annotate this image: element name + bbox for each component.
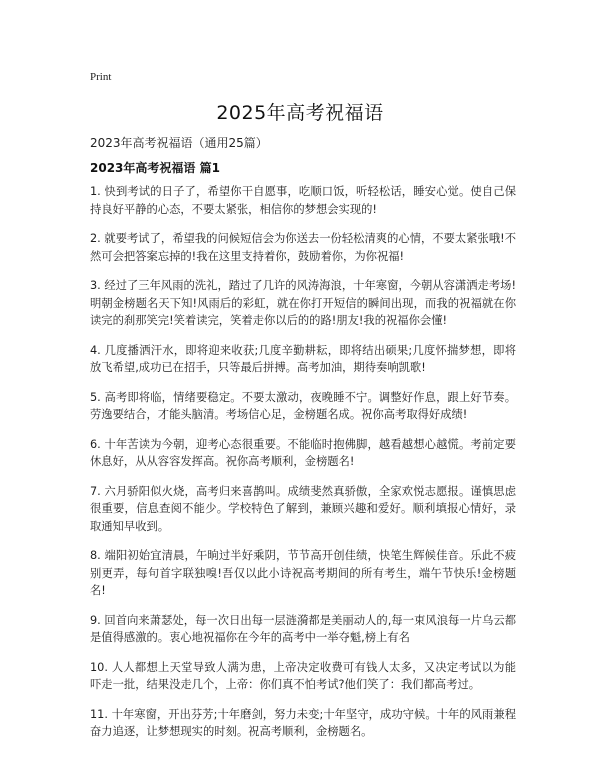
blessing-item-1: 1. 快到考试的日子了，希望你干自愿事，吃顺口饭，听轻松话，睡安心觉。使自己保持良好平静的心态，不要太紧张，相信你的梦想会实现的! xyxy=(90,185,516,216)
blessing-item-5: 5. 高考即将临，情绪要稳定。不要太激动，夜晚睡不宁。调整好作息，跟上好节奏。劳逸要结合，才能头脑清。考场信心足，金榜题名成。祝你高考取得好成绩! xyxy=(90,390,516,421)
document-subtitle: 2023年高考祝福语（通用25篇） xyxy=(90,136,268,150)
blessing-item-8: 8. 端阳初始宜清晨，午晌过半好乘阴，节节高开创佳绩，快笔生辉候佳音。乐此不疲别更弄，每句首字联独嗅!吾仅以此小诗祝高考期间的所有考生，端午节快乐!金榜题名! xyxy=(90,549,516,597)
blessing-item-4: 4. 几度播洒汗水，即将迎来收获;几度辛勤耕耘，即将结出硕果;几度怀揣梦想，即将放飞希望,成功已在招手，只等最后拼搏。高考加油，期待奏响凯歌! xyxy=(90,343,516,374)
blessing-item-10: 10. 人人都想上天堂导致人满为患，上帝决定收费可有钱人太多，又决定考试以为能吓走一批，结果没走几个，上帝：你们真不怕考试?他们笑了：我们都高考过。 xyxy=(90,660,516,691)
blessing-item-9: 9. 回首向来萧瑟处，每一次日出每一层涟漪都是美丽动人的,每一束风浪每一片乌云都是值得感激的。衷心地祝福你在今年的高考中一举夺魁,榜上有名 xyxy=(90,613,516,644)
blessing-item-11: 11. 十年寒窗，开出芬芳;十年磨剑，努力未变;十年坚守，成功守候。十年的风雨兼程奋力追逐，让梦想现实的时刻。祝高考顺利，金榜题名。 xyxy=(90,707,516,738)
blessing-item-2: 2. 就要考试了，希望我的问候短信会为你送去一份轻松清爽的心情，不要太紧张哦!不然可会把答案忘掉的!我在这里支持着你，鼓励着你，为你祝福! xyxy=(90,232,516,263)
blessing-list xyxy=(90,183,516,753)
page-title: 2025年高考祝福语 xyxy=(216,102,384,124)
blessing-item-6: 6. 十年苦读为今朝，迎考心态很重要。不能临时抱佛脚，越看越想心越慌。考前定要休息好，从从容容发挥高。祝你高考顺利，金榜题名! xyxy=(90,437,516,468)
blessing-item-7: 7. 六月骄阳似火烧，高考归来喜鹊叫。成绩斐然真骄傲，全家欢悦志愿报。谨慎思虑很重要，信息查阅不能少。学校特色了解到，兼顾兴趣和爱好。顺利填报心情好，录取通知早收到。 xyxy=(90,484,516,533)
print-link[interactable]: Print xyxy=(90,71,112,83)
section-heading: 2023年高考祝福语 篇1 xyxy=(90,161,220,175)
blessing-item-3: 3. 经过了三年风雨的洗礼，踏过了几许的风涛海浪，十年寒窗，今朝从容潇洒走考场!明朝金榜题名天下知!风雨后的彩虹，就在你打开短信的瞬间出现，而我的祝福就在你读完的刹那笑完!笑着读完，笑着走你以后的的路!朋友!我的祝福你会懂! xyxy=(90,279,516,327)
